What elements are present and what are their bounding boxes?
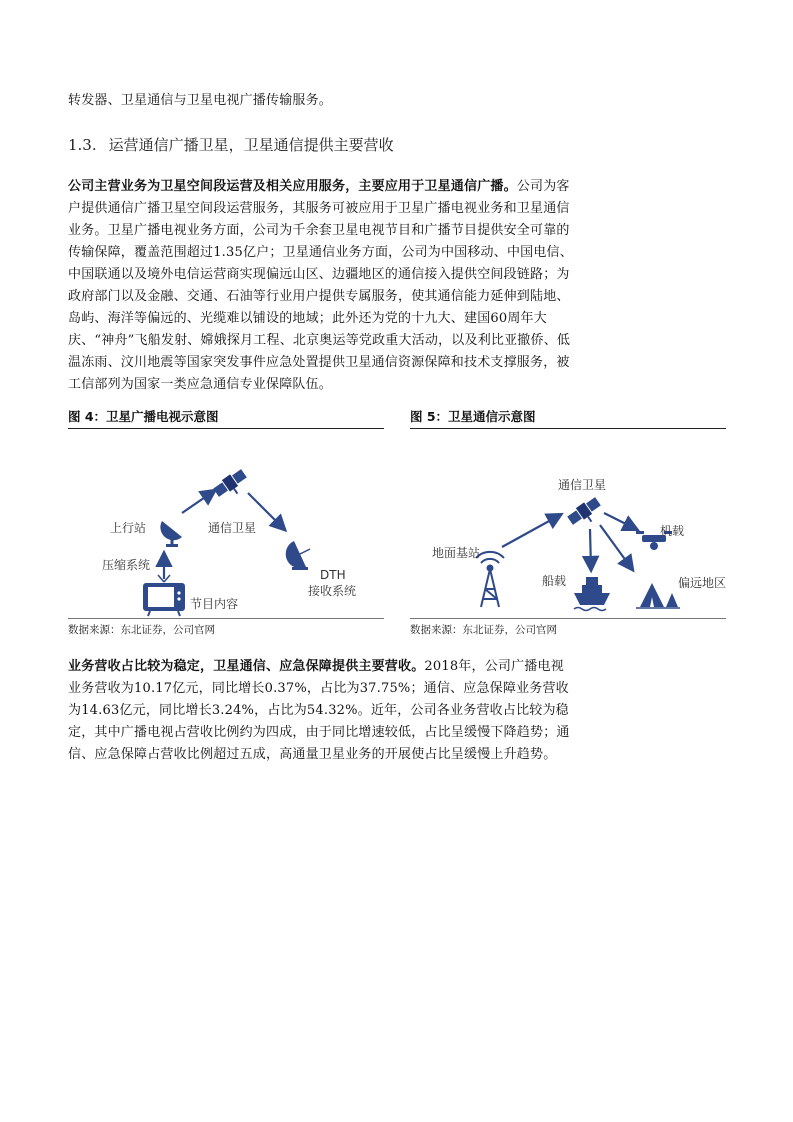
paragraph-revenue-body: 2018年，公司广播电视业务营收为10.17亿元，同比增长0.37%，占比为37.75%；通信、应急保障业务营收为14.63亿元，同比增长3.24%，占比为54.32%。近年，公司各业务营收占比较为稳定，其中广播电视占营收比例约为四成，由于同比增速较低，占比呈缓慢下降趋势；通信、应急保障占营收比例超过五成，高通量卫星业务的开展使占比呈缓慢上升趋势。 — [68, 659, 570, 762]
label-airborne: 机载 — [660, 524, 685, 538]
label-content: 节目内容 — [190, 597, 239, 611]
arrow-ground-to-satellite — [502, 515, 560, 547]
paragraph-revenue-lead: 业务营收占比较为稳定，卫星通信、应急保障提供主要营收。 — [68, 659, 425, 674]
label-uplink: 上行站 — [110, 521, 147, 535]
label-receiver: 接收系统 — [308, 584, 357, 598]
paragraph-revenue — [68, 656, 574, 766]
label-shipborne: 船载 — [542, 574, 567, 588]
ship-icon — [574, 577, 610, 611]
tv-icon — [143, 575, 185, 616]
label-satellite-5: 通信卫星 — [558, 478, 607, 492]
arrow-satellite-to-ship — [590, 529, 591, 569]
arrow-satellite-to-remote — [600, 525, 632, 569]
paragraph-business-body: 公司为客户提供通信广播卫星空间段运营服务，其服务可被应用于卫星广播电视业务和卫星通信业务。卫星广播电视业务方面，公司为千余套卫星电视节目和广播节目提供安全可靠的传输保障，覆盖范围超过1.35亿户；卫星通信业务方面，公司为中国移动、中国电信、中国联通以及境外电信运营商实现偏远山区、边疆地区的通信接入提供空间段链路；为政府部门以及金融、交通、石油等行业用户提供专属服务，使其通信能力延伸到陆地、岛屿、海洋等偏远的、光缆难以铺设的地域；此外还为党的十九大、建国60周年大庆、“神舟”飞船发射、嫦娥探月工程、北京奥运等党政重大活动，以及利比亚撤侨、低温冻雨、汶川地震等国家突发事件应急处置提供卫星通信资源保障和技术支撑服务，被工信部列为国家一类应急通信专业保障队伍。 — [68, 179, 573, 392]
label-compression: 压缩系统 — [102, 558, 151, 572]
ground-station-tower-icon — [476, 552, 504, 607]
figure-5 — [410, 408, 726, 619]
figure-5-title: 图 5：卫星通信示意图 — [410, 408, 726, 429]
paragraph-business-lead: 公司主营业务为卫星空间段运营及相关应用服务，主要应用于卫星通信广播。 — [68, 179, 517, 194]
arrow-satellite-to-drone — [604, 513, 636, 529]
satellite-icon — [212, 468, 251, 504]
figure-4 — [68, 408, 384, 619]
figure-5-diagram — [410, 429, 726, 617]
arrow-uplink-to-satellite — [182, 491, 214, 513]
remote-area-tent-icon — [636, 583, 680, 608]
section-title: 运营通信广播卫星，卫星通信提供主要营收 — [108, 136, 394, 154]
section-heading — [68, 134, 394, 156]
figure-4-diagram — [68, 429, 384, 617]
figure-5-source: 数据来源：东北证券，公司官网 — [410, 624, 557, 636]
label-dth: DTH — [320, 568, 346, 582]
label-remote: 偏远地区 — [678, 576, 726, 590]
label-ground: 地面基站 — [432, 546, 481, 560]
label-satellite-4: 通信卫星 — [208, 521, 257, 535]
paragraph-business — [68, 176, 574, 396]
dth-dish-icon — [286, 541, 310, 570]
section-number: 1.3. — [68, 136, 97, 154]
uplink-dish-icon — [160, 521, 182, 547]
figure-4-source: 数据来源：东北证券，公司官网 — [68, 624, 215, 636]
figure-4-title: 图 4：卫星广播电视示意图 — [68, 408, 384, 429]
intro-line: 转发器、卫星通信与卫星电视广播传输服务。 — [68, 93, 333, 108]
